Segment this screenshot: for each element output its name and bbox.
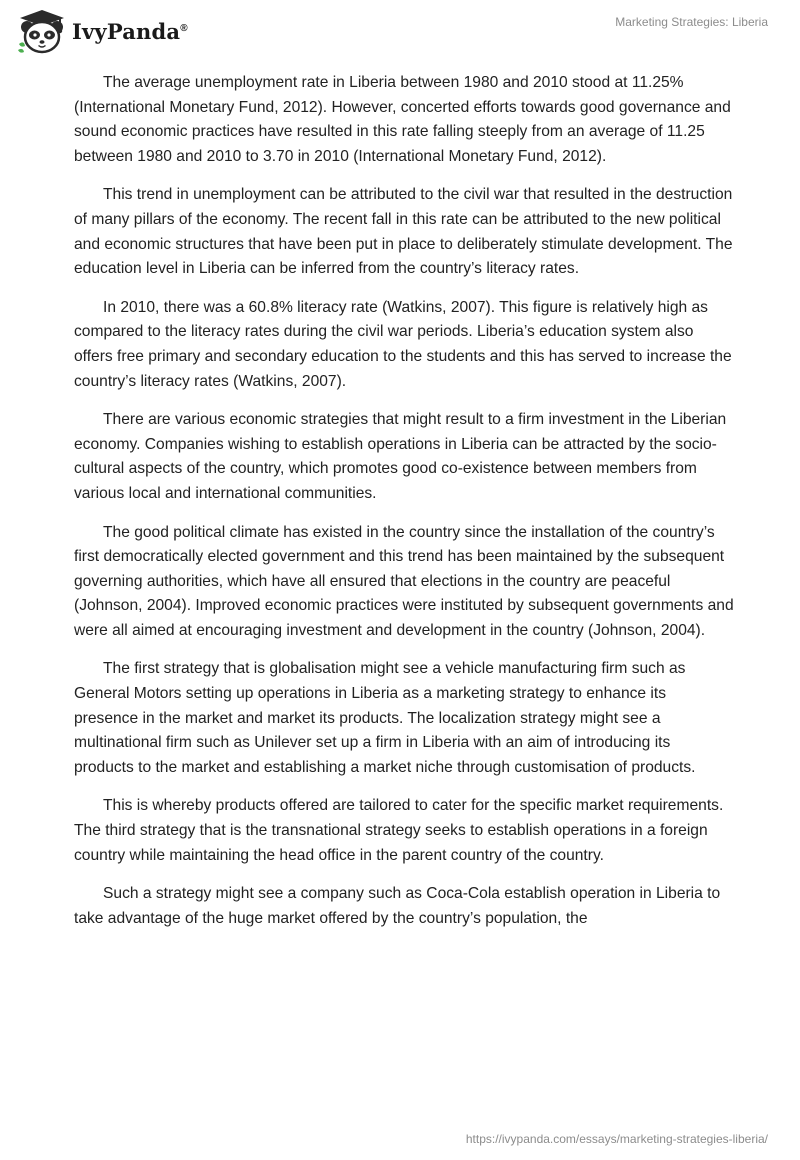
- paragraph: Such a strategy might see a company such as Coca-Cola establish operation in Liberia to take advantage of the huge market offered by the country’s population, the: [74, 885, 721, 927]
- paragraph: The average unemployment rate in Liberia between 1980 and 2010 stood at 11.25% (International Monetary Fund, 2012). However, concerted efforts towards good governance and sound economic practices have resulted in this rate falling steeply from an average of 11.25 between 1980 and 2010 to 3.70 in 2010 (International Monetary Fund, 2012).: [74, 74, 731, 165]
- paragraph: There are various economic strategies that might result to a firm investment in the Liberian economy. Companies wishing to establish operations in Liberia can be attracted by the socio-cultural aspects of the country, which promotes good co-existence between members from various local and international communities.: [74, 411, 727, 502]
- paragraph: In 2010, there was a 60.8% literacy rate (Watkins, 2007). This figure is relatively high as compared to the literacy rates during the civil war periods. Liberia’s education system also offers free primary and secondary education to the students and this has served to increase the country’s literacy rates (Watkins, 2007).: [74, 298, 732, 390]
- paragraph: This trend in unemployment can be attributed to the civil war that resulted in the destruction of many pillars of the economy. The recent fall in this rate can be attributed to the new political and economic structures that have been put in place to deliberately stimulate development. The education level in Liberia can be inferred from the country’s literacy rates.: [74, 186, 733, 278]
- brand-name: [72, 19, 188, 44]
- panda-graduation-cap-icon: [16, 8, 68, 54]
- ivypanda-logo[interactable]: [16, 8, 188, 54]
- document-title: Marketing Strategies: Liberia: [615, 15, 768, 29]
- essay-body: [74, 71, 734, 945]
- page-header: [0, 0, 800, 60]
- brand-text: IvyPanda: [72, 18, 181, 44]
- registered-mark: ®: [180, 22, 188, 34]
- paragraph: The first strategy that is globalisation might see a vehicle manufacturing firm such as General Motors setting up operations in Liberia as a marketing strategy to enhance its presence in the market and market its products. The localization strategy might see a multinational firm such as Unilever set up a firm in Liberia with an aim of introducing its products to the market and establishing a market niche through customisation of products.: [74, 660, 696, 776]
- source-url-link[interactable]: https://ivypanda.com/essays/marketing-strategies-liberia/: [465, 1132, 768, 1146]
- paragraph: The good political climate has existed in the country since the installation of the country’s first democratically elected government and this trend has been maintained by the subsequent governing authorities, which have all ensured that elections in the country are peaceful (Johnson, 2004). Improved economic practices were instituted by subsequent governments and were all aimed at encouraging investment and development in the country (Johnson, 2004).: [74, 523, 734, 639]
- paragraph: This is whereby products offered are tailored to cater for the specific market requirements. The third strategy that is the transnational strategy seeks to establish operations in a foreign country while maintaining the head office in the parent country of the country.: [74, 797, 724, 864]
